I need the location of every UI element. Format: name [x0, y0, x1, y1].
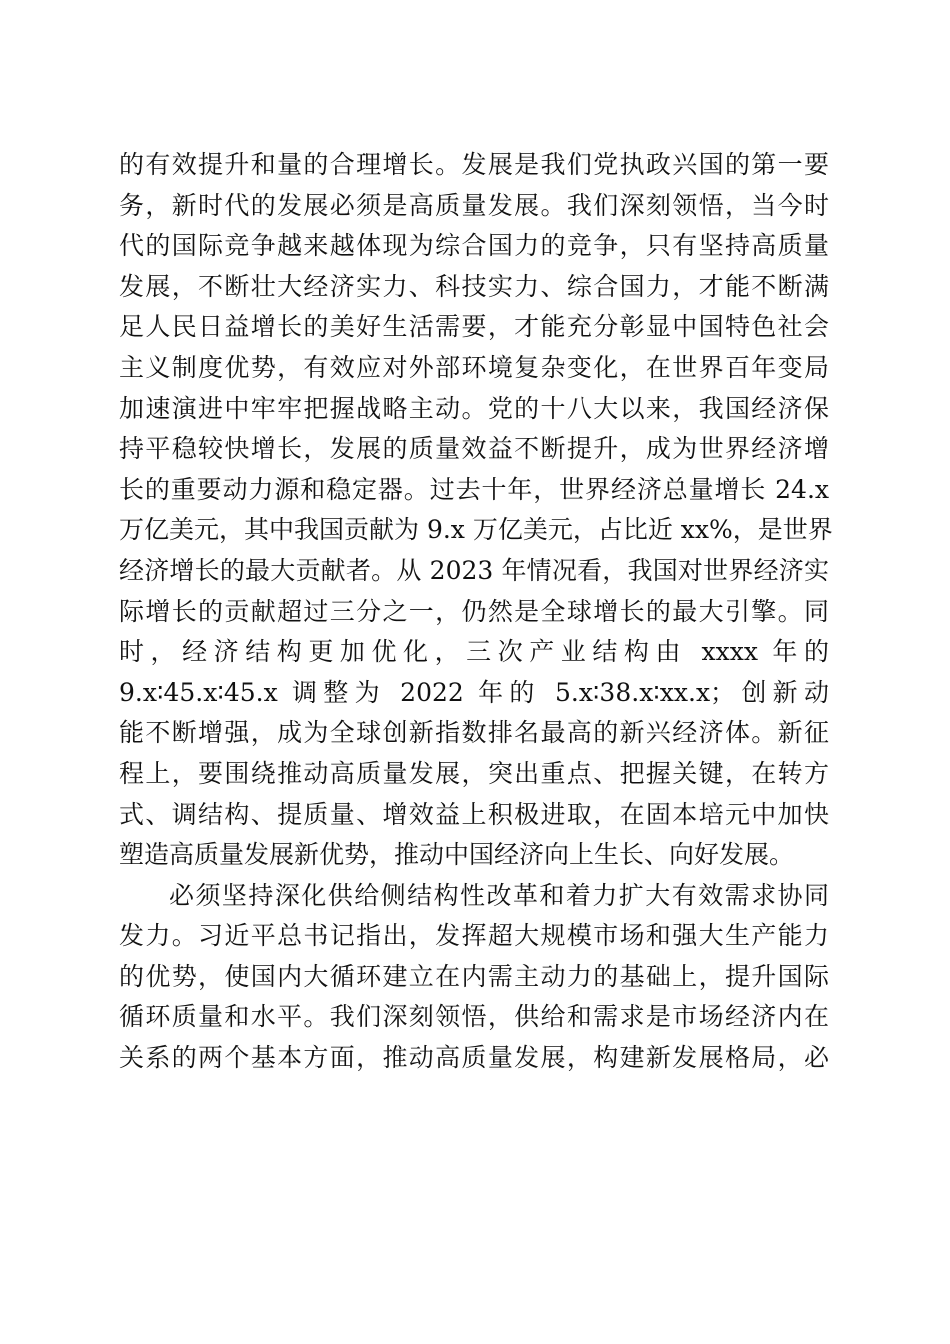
text-line: 关系的两个基本方面，推动高质量发展，构建新发展格局，必 — [119, 1043, 829, 1073]
text-line: 9.x∶45.x∶45.x 调整为 2022 年的 5.x∶38.x∶xx.x；创新动 — [119, 677, 829, 707]
paragraph-1 — [119, 145, 833, 876]
text-line: 经济增长的最大贡献者。从 2023 年情况看，我国对世界经济实 — [119, 555, 829, 585]
text-line: 发力。习近平总书记指出，发挥超大规模市场和强大生产能力 — [119, 921, 829, 951]
text-line: 持平稳较快增长，发展的质量效益不断提升，成为世界经济增 — [119, 434, 829, 464]
body-text — [119, 145, 833, 1079]
text-line: 代的国际竞争越来越体现为综合国力的竞争，只有坚持高质量 — [119, 231, 829, 261]
text-line: 循环质量和水平。我们深刻领悟，供给和需求是市场经济内在 — [119, 1002, 829, 1032]
text-line: 足人民日益增长的美好生活需要，才能充分彰显中国特色社会 — [119, 312, 829, 342]
text-line: 主义制度优势，有效应对外部环境复杂变化，在世界百年变局 — [119, 352, 829, 382]
text-line: 时，经济结构更加优化，三次产业结构由 xxxx 年的 — [119, 637, 829, 667]
text-line: 际增长的贡献超过三分之一，仍然是全球增长的最大引擎。同 — [119, 596, 829, 626]
text-line: 万亿美元，其中我国贡献为 9.x 万亿美元，占比近 xx%，是世界 — [119, 515, 833, 545]
paragraph-2 — [119, 876, 829, 1079]
text-line: 能不断增强，成为全球创新指数排名最高的新兴经济体。新征 — [119, 718, 829, 748]
text-line: 塑造高质量发展新优势，推动中国经济向上生长、向好发展。 — [119, 840, 795, 870]
text-line: 必须坚持深化供给侧结构性改革和着力扩大有效需求协同 — [169, 880, 829, 910]
text-line: 程上，要围绕推动高质量发展，突出重点、把握关键，在转方 — [119, 758, 829, 788]
text-line: 的有效提升和量的合理增长。发展是我们党执政兴国的第一要 — [119, 150, 829, 179]
text-line: 务，新时代的发展必须是高质量发展。我们深刻领悟，当今时 — [119, 190, 829, 220]
text-line: 的优势，使国内大循环建立在内需主动力的基础上，提升国际 — [119, 961, 829, 991]
text-line: 长的重要动力源和稳定器。过去十年，世界经济总量增长 24.x — [119, 474, 829, 504]
text-line: 发展，不断壮大经济实力、科技实力、综合国力，才能不断满 — [119, 271, 829, 301]
text-line: 加速演进中牢牢把握战略主动。党的十八大以来，我国经济保 — [119, 393, 829, 423]
text-line: 式、调结构、提质量、增效益上积极进取，在固本培元中加快 — [119, 799, 829, 829]
